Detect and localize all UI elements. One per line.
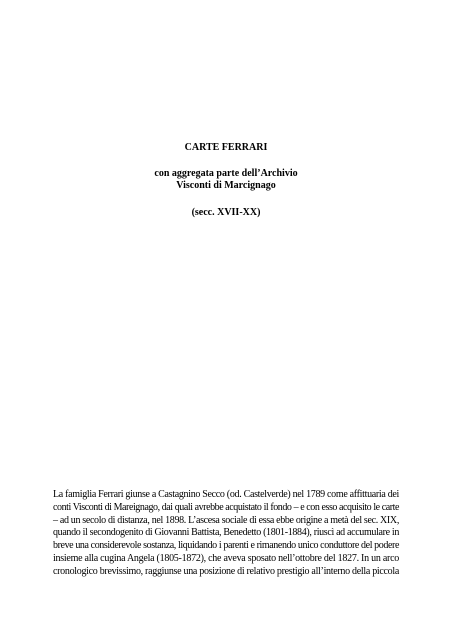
- paragraph-line: conti Visconti di Mareignago, dai quali avrebbe acquistato il fondo – e con esso acquisito le carte: [53, 501, 399, 513]
- document-subtitle-line-1: con aggregata parte dell’Archivio: [154, 168, 298, 179]
- body-paragraph: [53, 489, 399, 579]
- paragraph-line: breve una considerevole sostanza, liquidando i parenti e rimanendo unico conduttore del podere: [53, 540, 399, 552]
- paragraph-line: La famiglia Ferrari giunse a Castagnino Secco (od. Castelverde) nel 1789 come affittuaria dei: [53, 489, 399, 500]
- paragraph-line: insieme alla cugina Angela (1805-1872), che aveva sposato nell’ottobre del 1827. In un arco: [53, 552, 399, 564]
- document-title: CARTE FERRARI: [184, 142, 268, 153]
- paragraph-line: – ad un secolo di distanza, nel 1898. L’ascesa sociale di essa ebbe origine a metà del sec. XIX,: [53, 514, 399, 526]
- document-subtitle-line-2: Visconti di Marcignago: [176, 180, 276, 191]
- paragraph-line: quando il secondogenito di Giovanni Battista, Benedetto (1801-1884), riuscì ad accumulare in: [53, 527, 399, 539]
- document-period: (secc. XVII-XX): [191, 207, 261, 218]
- paragraph-line: cronologico brevissimo, raggiunse una posizione di relativo prestigio all’interno della piccola: [53, 565, 400, 577]
